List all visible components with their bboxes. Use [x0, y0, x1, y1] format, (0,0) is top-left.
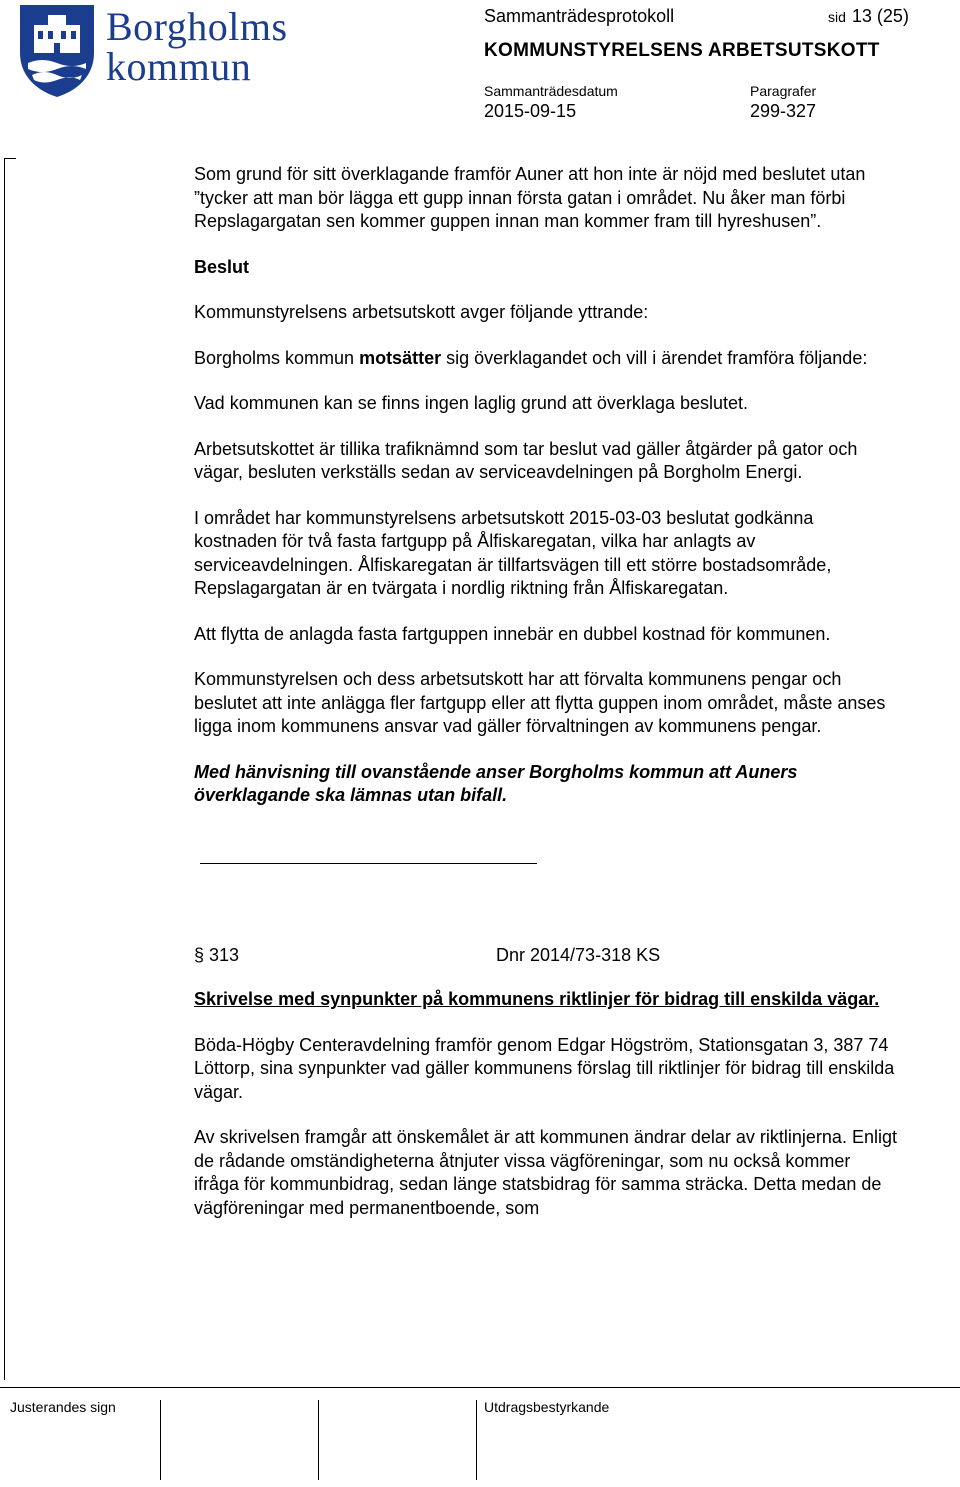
margin-rule-top — [4, 158, 16, 159]
paragraphs-range: 299-327 — [750, 101, 817, 121]
section-paragraph-1: Böda-Högby Centeravdelning framför genom Edgar Högström, Stationsgatan 3, 387 74 Löttorp, sina synpunkter vad gäller kommunens förslag till riktlinjer för bidrag till enskilda vägar. — [194, 1034, 895, 1102]
logo-name-line2: kommun — [106, 44, 252, 89]
margin-rule — [4, 158, 5, 1380]
section-paragraph-2: Av skrivelsen framgår att önskemålet är att kommunen ändrar delar av riktlinjerna. Enligt de rådande omständigheterna åtnjuter vissa vägföreningar, som nu också kommer ifråga för kommunbidrag, sedan länge statsbidrag för samma sträcka. Detta medan de vägföreningar med permanentboende, som — [194, 1127, 897, 1218]
meeting-date-label: Sammanträdesdatum — [484, 83, 618, 99]
committee-name: KOMMUNSTYRELSENS ARBETSUTSKOTT — [484, 40, 880, 61]
page-indicator — [828, 6, 909, 27]
paragraph-responsibility: Kommunstyrelsen och dess arbetsutskott har att förvalta kommunens pengar och beslutet att inte anlägga fler fartgupp eller att flytta guppen inom området, måste anses ligga inom kommunens ansvar vad gäller förvaltningen av kommunens pengar. — [194, 669, 886, 736]
municipality-logo — [18, 3, 288, 103]
document-type: Sammanträdesprotokoll — [484, 6, 675, 26]
intro-paragraph: Som grund för sitt överklagande framför Auner att hon inte är nöjd med beslutet utan ”tycker att man bör lägga ett gupp innan första gatan i området. Nu åker man förbi Repslagargatan sen kommer guppen innan man kommer fram till hyreshusen”. — [194, 164, 866, 231]
extract-certification-label: Utdragsbestyrkande — [484, 1399, 610, 1415]
paragraph-double-cost: Att flytta de anlagda fasta fartguppen innebär en dubbel kostnad för kommunen. — [194, 623, 831, 644]
opposes-pre: Borgholms kommun — [194, 347, 360, 368]
section-dnr: Dnr 2014/73-318 KS — [496, 944, 661, 965]
signature-box-divider — [318, 1400, 319, 1480]
signature-box-divider — [476, 1400, 477, 1480]
decision-heading: Beslut — [194, 256, 250, 277]
section-number: § 313 — [194, 944, 240, 965]
conclusion: Med hänvisning till ovanstående anser Borgholms kommun att Auners överklagande ska lämnas utan bifall. — [194, 761, 798, 805]
opposes-post: sig överklagandet och vill i ärendet framföra följande: — [441, 347, 868, 368]
paragraph-no-legal-ground: Vad kommunen kan se finns ingen laglig grund att överklaga beslutet. — [194, 393, 749, 413]
footer-rule — [0, 1387, 960, 1388]
opposes-bold: motsätter — [359, 347, 442, 368]
paragraph-traffic-board: Arbetsutskottet är tillika trafiknämnd som tar beslut vad gäller åtgärder på gator och vägar, besluten verkställs sedan av serviceavdelningen på Borgholm Energi. — [194, 438, 858, 482]
logo-name-line1: Borgholms — [106, 4, 288, 49]
page-prefix: sid — [828, 9, 846, 25]
opposes-paragraph — [194, 347, 900, 371]
coat-of-arms-icon — [18, 3, 96, 99]
section-header — [194, 944, 900, 968]
paragraphs-label: Paragrafer — [750, 83, 817, 99]
decision-lead: Kommunstyrelsens arbetsutskott avger följande yttrande: — [194, 302, 649, 322]
paragraph-area-decision: I området har kommunstyrelsens arbetsutskott 2015-03-03 beslutat godkänna kostnaden för två fasta fartgupp på Ålfiskaregatan, vilka har anlagts av serviceavdelningen. Ålfiskaregatan är tillfartsvägen till ett större bostadsområde, Repslagargatan är en tvärgata i nordlig riktning från Ålfiskaregatan. — [194, 507, 832, 598]
signature-box-divider — [160, 1400, 161, 1480]
signature-label: Justerandes sign — [10, 1399, 116, 1415]
page-number: 13 (25) — [851, 6, 909, 26]
section-title: Skrivelse med synpunkter på kommunens riktlinjer för bidrag till enskilda vägar. — [194, 989, 880, 1009]
section-separator — [200, 863, 537, 864]
meeting-date: 2015-09-15 — [484, 101, 577, 121]
document-body — [194, 163, 900, 1242]
